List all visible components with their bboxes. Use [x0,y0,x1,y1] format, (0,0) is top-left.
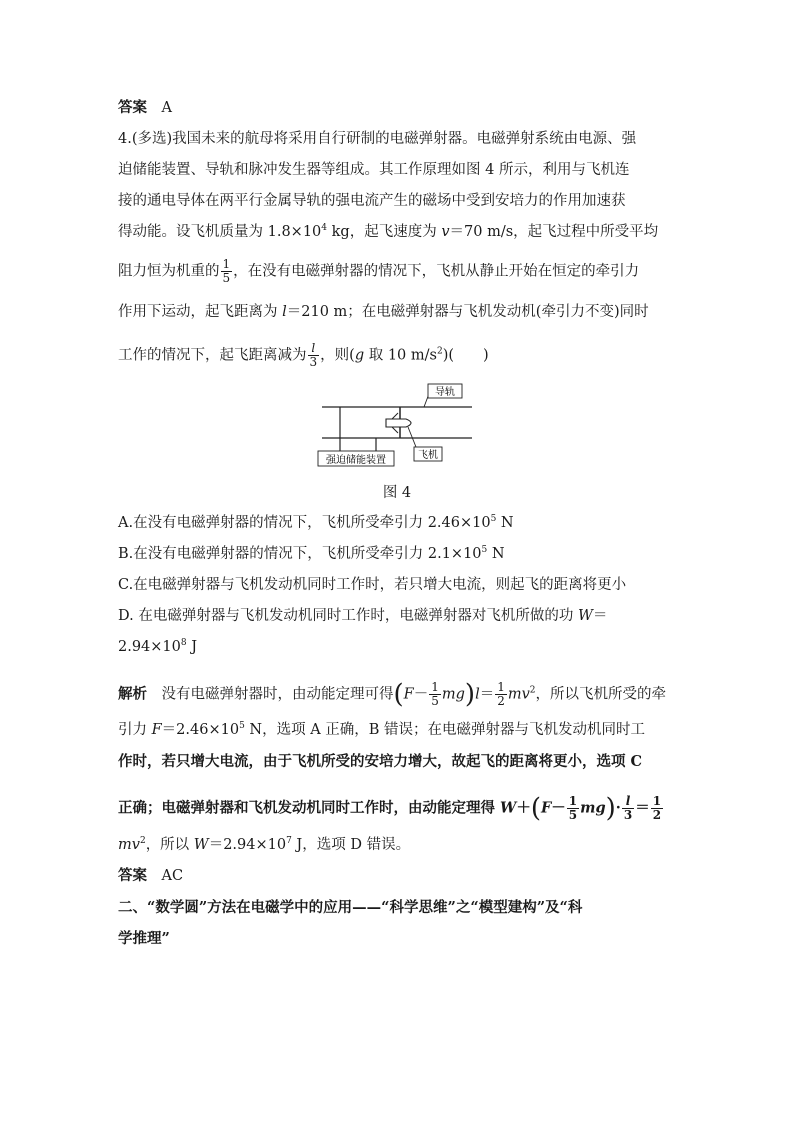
question-line-5: 阻力恒为机重的 $\frac{1}{5}$ ，在没有电磁弹射器的情况下，飞机从静止开始在恒定的牵引力 [118,257,640,285]
analysis-line-2: 引力 $F=2.46\times 10^5$ N，选项 A 正确，B 错误；在电磁弹射器与飞机发动机同时工 [118,721,646,738]
option-d-line-2: $2.94\times 10^8$ J [118,638,198,655]
question-line-4: 得动能。设飞机质量为 $1.8\times 10^4$ kg，起飞速度为 v＝70 m/s，起飞过程中所受平均 [118,223,659,240]
fraction-l-third: $\frac{l}{3}$ [309,341,318,369]
question-line-7: 工作的情况下，起飞距离减为 $\frac{l}{3}$ ，则(g 取 10 $m/s^2$)( ) [118,341,489,369]
fraction-one-fifth: $\frac{1}{5}$ [222,257,231,285]
catapult-diagram [316,383,478,467]
storage-label: 强迫储能装置 [326,455,386,466]
section-heading-line-1: 二、“数学圆”方法在电磁学中的应用——“科学思维”之“模型建构”及“科 [118,899,583,916]
plane-label: 飞机 [418,450,438,461]
option-b: B.在没有电磁弹射器的情况下，飞机所受牵引力 $2.1\times 10^5$ N [118,545,505,562]
option-d-line-1: D. 在电磁弹射器与飞机发动机同时工作时，电磁弹射器对飞机所做的功 W＝ [118,608,608,624]
figure-caption: 图 4 [382,485,412,501]
analysis-line-3: 作时，若只增大电流，由于飞机所受的安培力增大，故起飞的距离将更小，选项 C [118,753,643,770]
question-line-3: 接的通电导体在两平行金属导轨的强电流产生的磁场中受到安培力的作用加速获 [118,193,626,209]
answer: 答案 AC [118,867,184,884]
analysis-line-4: 正确；电磁弹射器和飞机发动机同时工作时，由动能定理得 W＋(F－ $\frac{1}{5}$ mg)· $\frac{l}{3}$ ＝ $\frac{1}{2}$ [118,793,662,824]
previous-answer: 答案 A [118,99,172,116]
question-line-1: 4.(多选)我国未来的航母将采用自行研制的电磁弹射器。电磁弹射系统由电源、强 [118,131,637,147]
section-heading-line-2: 学推理” [118,930,170,947]
option-a: A.在没有电磁弹射器的情况下，飞机所受牵引力 $2.46\times 10^5$ N [118,514,514,531]
plane-shape [386,419,411,427]
analysis-line-1: 解析 没有电磁弹射器时，由动能定理可得(F－ $\frac{1}{5}$ mg)l＝ $\frac{1}{2}$ $mv^2$，所以飞机所受的牵 [118,679,667,710]
plane-pointer [408,427,416,447]
option-c: C.在电磁弹射器与飞机发动机同时工作时，若只增大电流，则起飞的距离将更小 [118,577,627,593]
question-line-2: 迫储能装置、导轨和脉冲发生器等组成。其工作原理如图 4 所示，利用与飞机连 [118,162,630,178]
rail-label: 导轨 [435,387,455,398]
question-line-6: 作用下运动，起飞距离为 l＝210 m；在电磁弹射器与飞机发动机(牵引力不变)同时 [118,304,649,320]
analysis-line-5: $mv^2$，所以 $W=2.94\times 10^7$ J，选项 D 错误。 [118,836,411,853]
